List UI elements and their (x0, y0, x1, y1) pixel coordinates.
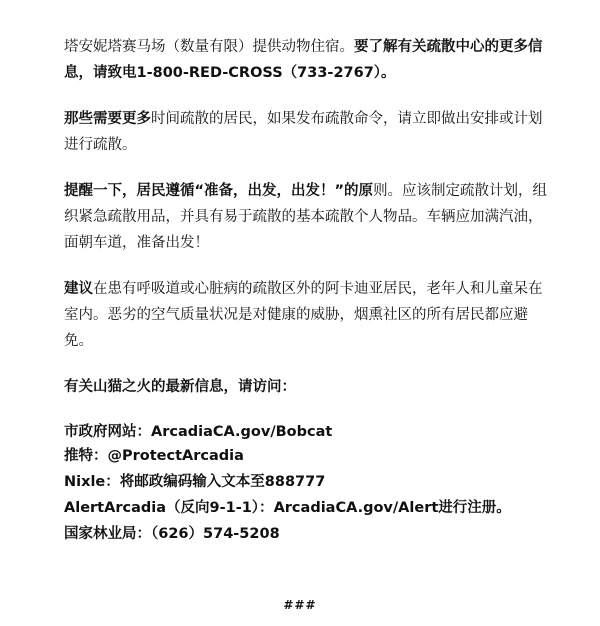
forest-service-phone: （626）574-5208 (151, 526, 280, 542)
alert-arcadia-link[interactable]: ArcadiaCA.gov/Alert进行注册。 (273, 500, 511, 516)
info-label: 推特： (64, 448, 108, 464)
paragraph-ready-set-go (64, 178, 554, 256)
evacuation-time-text: 时间疏散的居民，如果发布疏散命令，请立即做出安排或计划进行疏散。 (64, 111, 543, 153)
paragraph-animal-shelter (64, 34, 554, 86)
info-label: Nixle： (64, 474, 120, 490)
document-body (64, 34, 554, 546)
info-label: 市政府网站： (64, 424, 151, 440)
evacuation-center-info: 要了解有关疏散中心的更多信息，请致电1-800-RED-CROSS（733-2767）。 (64, 39, 543, 81)
city-website-link[interactable]: ArcadiaCA.gov/Bobcat (151, 424, 333, 440)
twitter-handle-link[interactable]: @ProtectArcadia (107, 448, 244, 464)
evacuation-time-lead: 那些需要更多 (64, 111, 151, 127)
info-line-nixle (64, 470, 554, 494)
ready-set-go-lead: 提醒一下，居民遵循“准备，出发，出发！”的原 (64, 183, 374, 199)
info-line-alert-arcadia (64, 496, 554, 520)
info-line-twitter (64, 444, 554, 468)
info-label: AlertArcadia（反向9-1-1）： (64, 500, 274, 516)
info-line-city-website (64, 420, 554, 444)
paragraph-air-quality (64, 276, 554, 354)
air-quality-text: 在患有呼吸道或心脏病的疏散区外的阿卡迪亚居民，老年人和儿童呆在室内。恶劣的空气质量状况是对健康的威胁，烟熏社区的所有居民都应避免。 (64, 281, 543, 349)
ready-set-go-text: 则。应该制定疏散计划，组织紧急疏散用品，并具有易于疏散的基本疏散个人物品。车辆应加满汽油，面朝车道，准备出发！ (64, 183, 548, 251)
info-label: 国家林业局： (64, 526, 151, 542)
nixle-instruction: 将邮政编码输入文本至888777 (119, 474, 326, 490)
air-quality-lead: 建议 (64, 281, 93, 297)
end-mark: ### (283, 598, 317, 612)
info-line-forest-service (64, 522, 554, 546)
info-heading: 有关山猫之火的最新信息，请访问： (64, 379, 296, 395)
paragraph-evacuation-time (64, 106, 554, 158)
animal-shelter-text: 塔安妮塔赛马场（数量有限）提供动物住宿。 (64, 39, 354, 55)
